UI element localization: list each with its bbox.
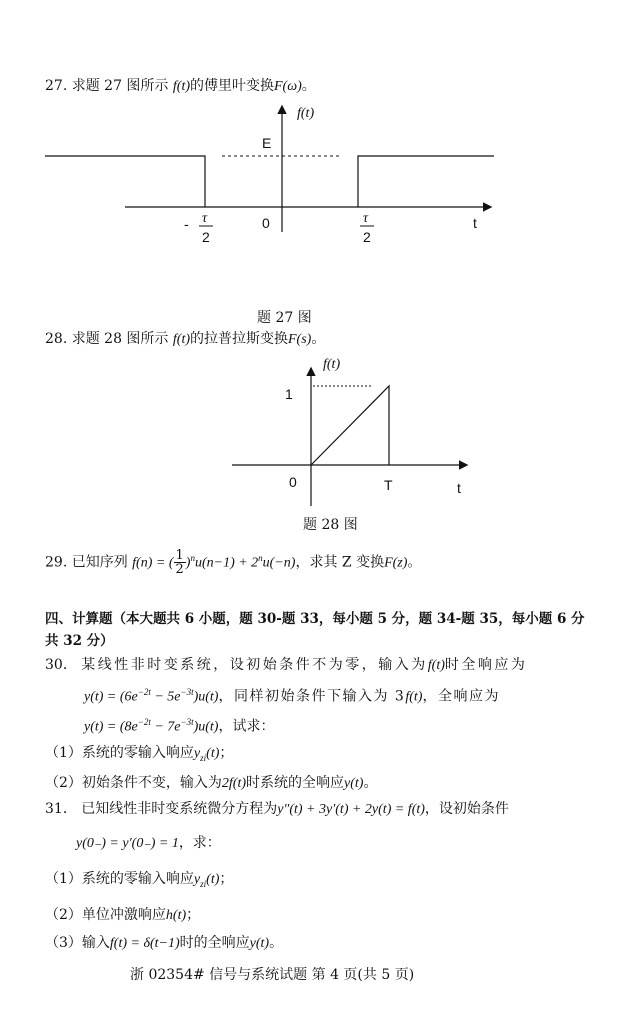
- q27-neg-sign: -: [184, 216, 189, 232]
- q31-line1: [45, 800, 509, 819]
- q30-line3-exp2: −3t: [180, 717, 194, 727]
- q30-line3-expr-c: )u(t): [193, 719, 219, 735]
- q27-text-pre: 求题 27 图所示: [71, 78, 169, 94]
- q31-sub3-resp: y(t): [249, 936, 270, 951]
- q29-text-pre: 已知序列: [71, 554, 128, 571]
- q31-sub2-expr: h(t): [165, 908, 187, 923]
- q27-number: 27.: [45, 78, 68, 94]
- q27-func: f(t): [172, 79, 190, 94]
- q28-tlabel: T: [384, 477, 393, 493]
- q27-origin: 0: [262, 215, 270, 231]
- q31-line1-expr: y″(t) + 3y′(t) + 2y(t) = f(t): [277, 802, 425, 817]
- q28-text-mid: 的拉普拉斯变换: [190, 331, 288, 347]
- q30-line2-exp2: −3t: [180, 687, 194, 697]
- q30-sub1-expr: y: [193, 746, 201, 761]
- q30-sub2: [45, 774, 377, 793]
- q30-line3-expr-a: y(t) = (8e: [84, 719, 138, 735]
- q29-text-mid: ，求其 Z 变换: [295, 554, 385, 571]
- q30-line3-expr-b: − 7e: [150, 719, 181, 735]
- q29-transform: F(z): [384, 555, 408, 571]
- q31-sub2-end: ；: [186, 907, 201, 923]
- q27-caption: 题 27 图: [257, 310, 312, 326]
- q31-line1-end: ，设初始条件: [424, 801, 509, 817]
- q28-signal: [311, 386, 389, 465]
- q31-sub3-mid: 时的全响应: [179, 935, 250, 951]
- q30-sub2-mid: 时系统的全响应: [246, 775, 345, 791]
- q27-two-left: 2: [202, 229, 210, 245]
- q28-origin: 0: [289, 474, 297, 490]
- q27-two-right: 2: [363, 229, 371, 245]
- q30-line1: [45, 656, 527, 675]
- q30-sub2-resp: y(t): [344, 776, 364, 791]
- section4-title-cont: 共 32 分）: [45, 633, 114, 649]
- q28-number: 28.: [45, 331, 68, 347]
- q30-line1-end: 时全响应为: [444, 657, 528, 673]
- q30-sub1-end: ；: [219, 745, 234, 761]
- q30-line3: [84, 713, 274, 737]
- q30-line2-end: ，全响应为: [422, 688, 500, 705]
- q31-sub3: [45, 934, 283, 953]
- q31-sub1-end: ；: [219, 871, 234, 887]
- q30-line3-text: ，试求：: [218, 718, 275, 735]
- q30-sub1-label: （1）系统的零输入响应: [45, 745, 194, 761]
- q30-line2-text: ，同样初始条件下输入为 3: [218, 688, 406, 705]
- q30-line2-expr-c: )u(t): [193, 689, 219, 705]
- q29-exp-n2: n: [258, 553, 263, 563]
- q28-text-end: 。: [311, 331, 326, 347]
- q27-tau-left: τ: [202, 211, 208, 226]
- q31-line2: [76, 834, 221, 853]
- section4-title: 四、计算题（本大题共 6 小题，题 30-题 33，每小题 5 分，题 34-题 35，每小题 6 分: [45, 611, 585, 627]
- q31-sub2: [45, 906, 200, 925]
- q30-line1-text: 某线性非时变系统，设初始条件不为零，输入为: [81, 657, 428, 673]
- q29-exp-n: n: [190, 553, 195, 563]
- q27-text-end: 。: [301, 78, 316, 94]
- q30-sub1: [45, 744, 233, 767]
- q28-caption: 题 28 图: [303, 517, 358, 533]
- q30-sub2-label: （2）初始条件不变，输入为: [45, 775, 222, 791]
- q28-text-pre: 求题 28 图所示: [71, 331, 169, 347]
- q27-transform: F(ω): [274, 79, 302, 94]
- q29-number: 29.: [45, 554, 68, 571]
- q27-tau-right: τ: [363, 211, 369, 226]
- q31-sub1-sub: zi: [200, 878, 207, 889]
- q30-sub1-tail: (t): [206, 746, 220, 761]
- q27-text-mid: 的傅里叶变换: [190, 78, 274, 94]
- q28-func: f(t): [172, 332, 190, 347]
- q28-xlabel: t: [457, 480, 461, 496]
- q30-line2-expr-b: − 5e: [150, 689, 181, 705]
- q30-number: 30．: [45, 657, 77, 673]
- q27-amp-label: E: [262, 135, 272, 151]
- q31-number: 31．: [45, 801, 77, 817]
- page-footer: 浙 02354# 信号与系统试题 第 4 页(共 5 页): [130, 967, 415, 983]
- q27-ylabel: f(t): [297, 106, 315, 121]
- q30-line1-func: f(t): [427, 658, 445, 673]
- q29-expr-lhs: f(n) = (: [132, 555, 174, 571]
- q28-amp-label: 1: [285, 386, 293, 402]
- q29-text: [45, 545, 421, 577]
- q28-ylabel: f(t): [323, 357, 341, 372]
- q29-fraction: $\frac{1}{2}$: [175, 548, 184, 578]
- q28-transform: F(s): [288, 332, 312, 347]
- q31-line2-end: ，求：: [178, 835, 221, 851]
- q31-sub3-expr: f(t) = δ(t−1): [109, 936, 180, 951]
- q30-sub2-end: 。: [363, 775, 378, 791]
- q27-xlabel: t: [473, 215, 477, 231]
- q31-sub1-label: （1）系统的零输入响应: [45, 871, 194, 887]
- q30-line2: [84, 683, 500, 707]
- q31-line1-text: 已知线性非时变系统微分方程为: [81, 801, 278, 817]
- q30-line3-exp1: −2t: [137, 717, 151, 727]
- q31-line2-expr: y(0₋) = y′(0₋) = 1: [76, 836, 179, 851]
- q30-line2-func: f(t): [405, 689, 423, 705]
- q30-line2-exp1: −2t: [137, 687, 151, 697]
- q31-sub2-label: （2）单位冲激响应: [45, 907, 166, 923]
- q30-sub2-expr: 2f(t): [221, 776, 247, 791]
- q30-line2-expr-a: y(t) = (6e: [84, 689, 138, 705]
- q29-text-end: 。: [407, 554, 422, 571]
- q29-expr-r1: ): [185, 555, 191, 571]
- q29-expr-r2: u(n−1) + 2: [194, 555, 259, 571]
- q30-sub1-sub: zi: [200, 752, 207, 763]
- q31-sub1: [45, 870, 233, 893]
- q31-sub3-end: 。: [269, 935, 284, 951]
- q31-sub3-label: （3）输入: [45, 935, 110, 951]
- q31-sub1-tail: (t): [206, 872, 220, 887]
- q31-sub1-expr: y: [193, 872, 201, 887]
- q29-expr-r3: u(−n): [262, 555, 296, 571]
